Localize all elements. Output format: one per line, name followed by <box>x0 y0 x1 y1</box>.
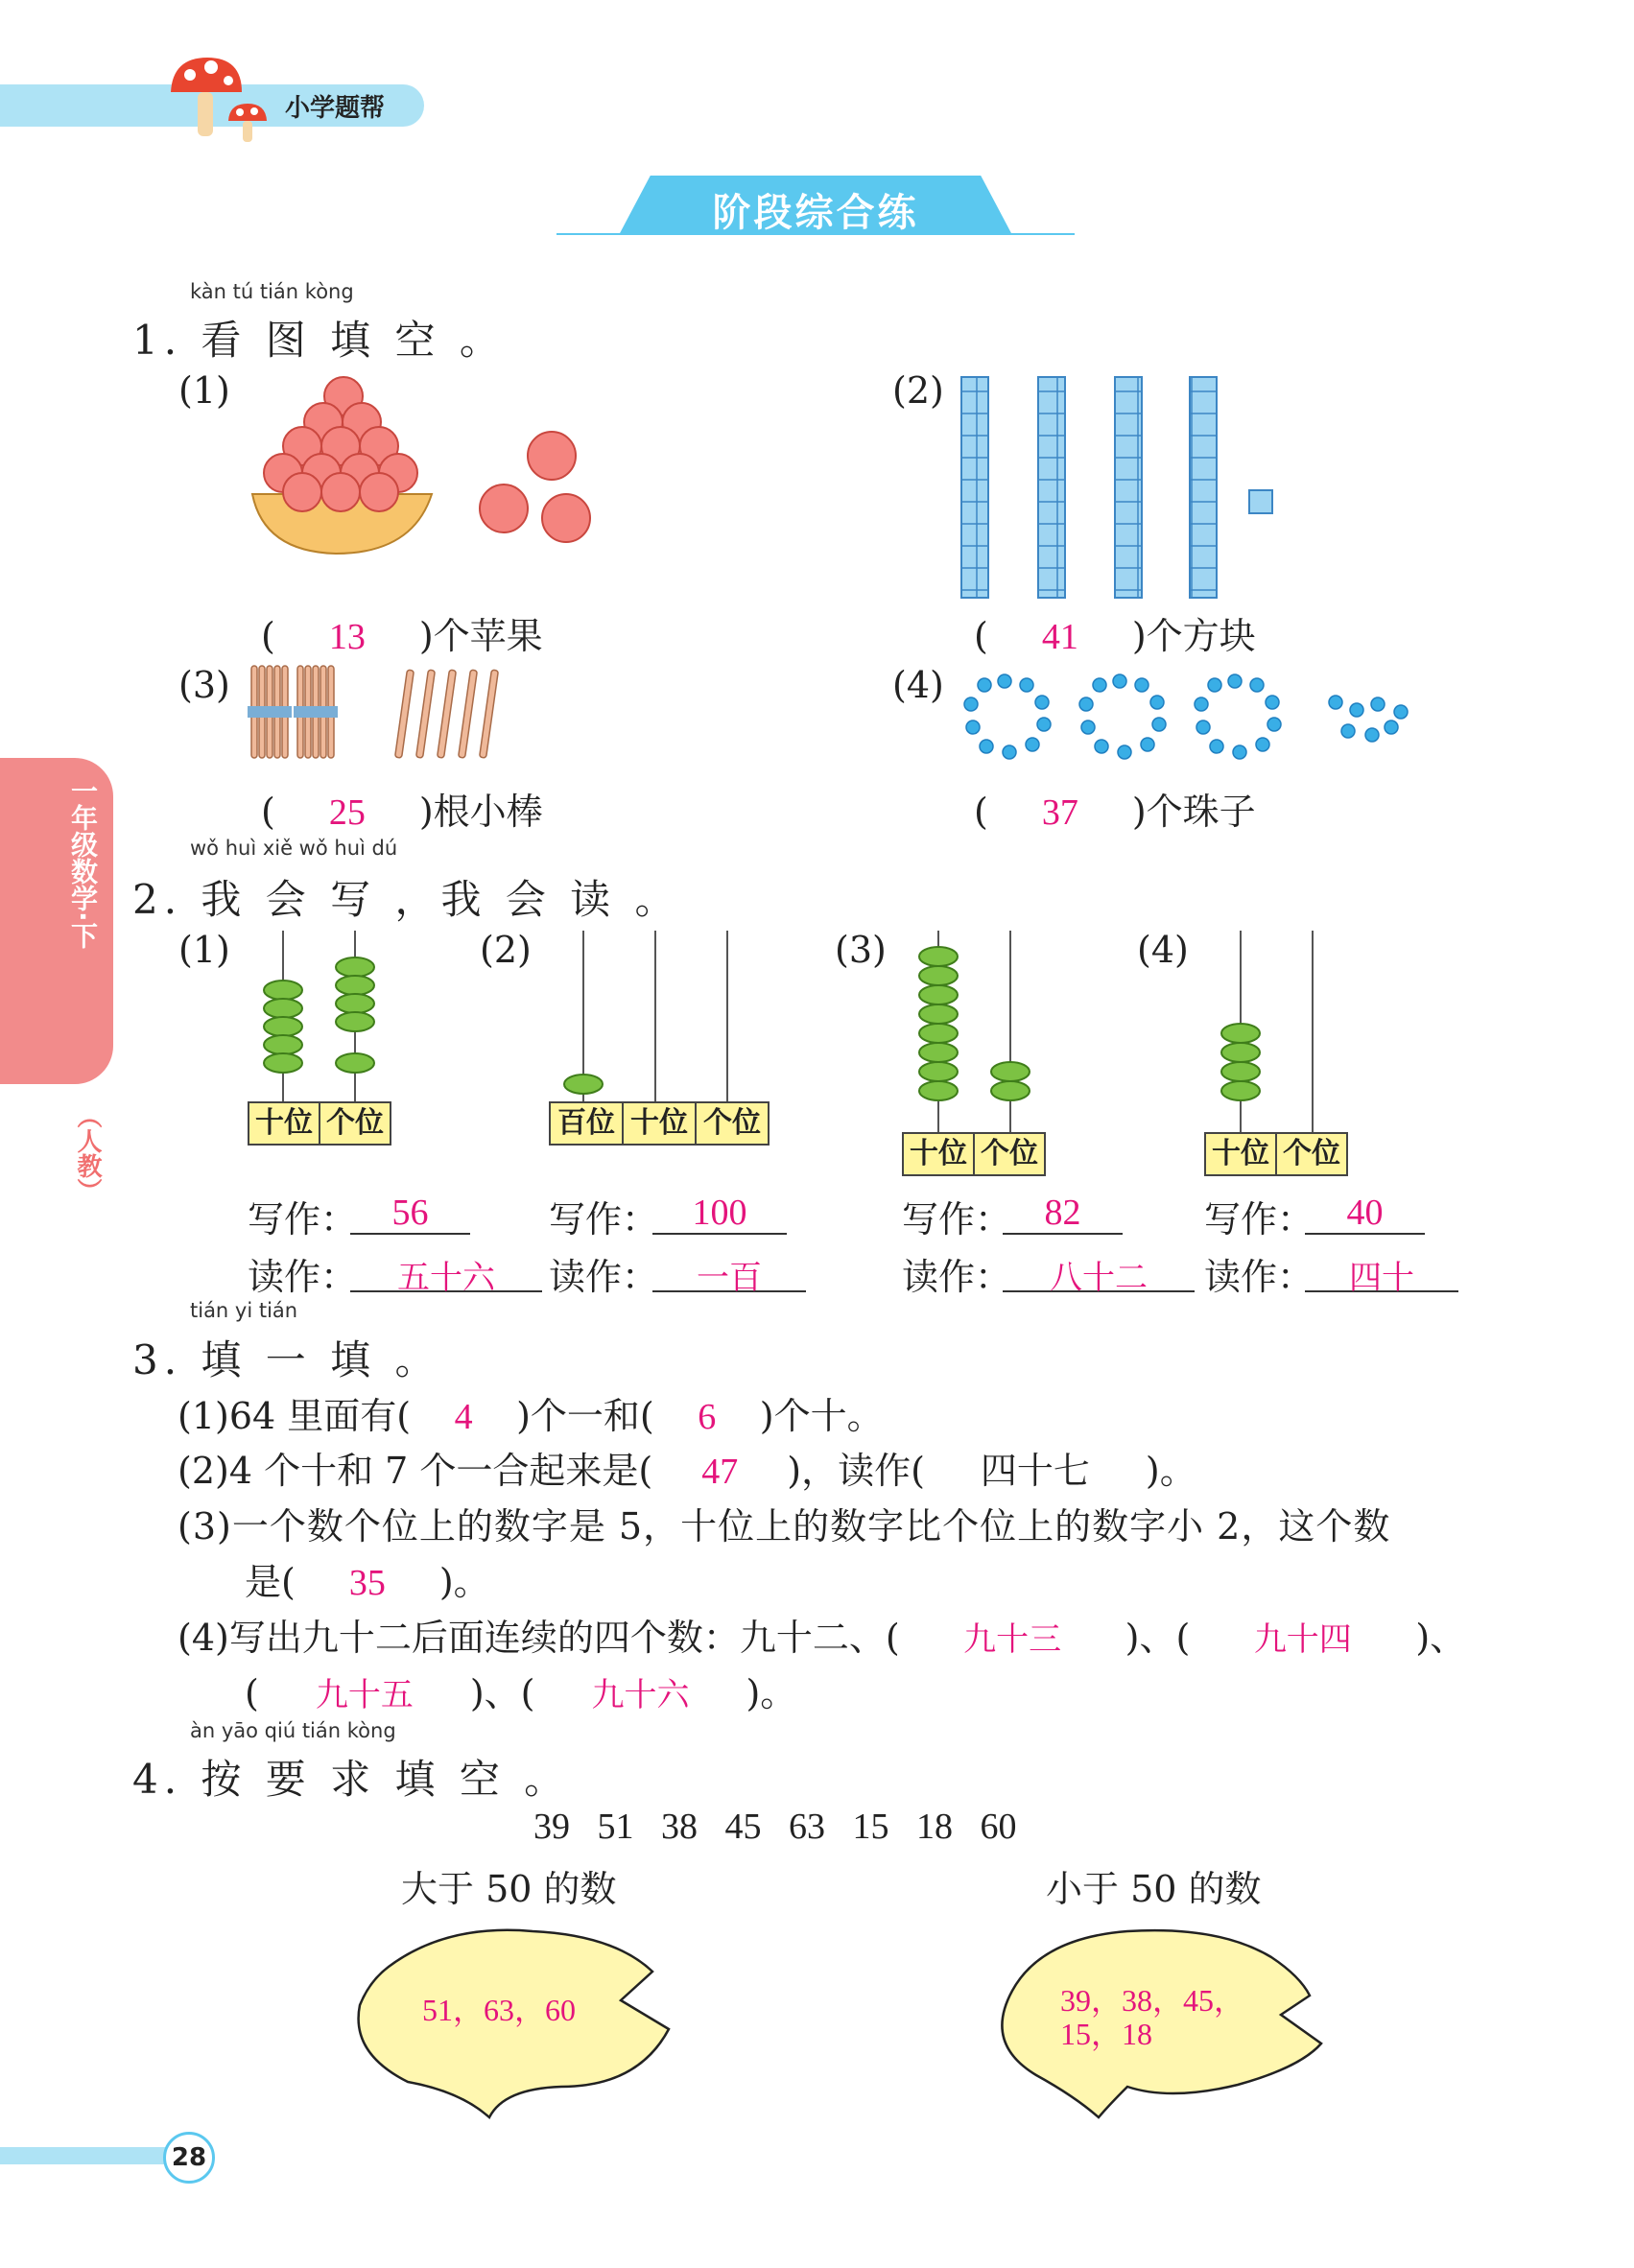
page-title: 阶段综合练 <box>712 191 919 235</box>
q3-sub4-line2: ( 九十五 )、( 九十六 )。 <box>245 1664 796 1716</box>
q1-pinyin: kàn tú tián kòng <box>190 280 354 303</box>
q2-read-label-2: 读作： <box>549 1256 659 1298</box>
q1-answer-3[interactable]: 25 <box>328 792 366 833</box>
q3-sub3-line2: 是( 35 )。 <box>245 1561 490 1603</box>
q2-write-label-4: 写作： <box>1204 1198 1314 1240</box>
q3-pinyin: tián yi tián <box>190 1299 298 1322</box>
q2-item1-num: (1) <box>178 929 230 971</box>
q2-written-3[interactable]: 82 <box>1044 1193 1081 1233</box>
q3-title: 3. 填 一 填 。 <box>132 1336 441 1383</box>
footer-bar <box>0 2147 171 2164</box>
q1-item2-num: (2) <box>892 369 944 412</box>
q2-title: 2. 我 会 写 ，我 会 读 。 <box>132 876 681 923</box>
q3-sub4-answer-2[interactable]: 九十四 <box>1253 1620 1352 1659</box>
brand-name: 小学题帮 <box>285 94 386 123</box>
q2-item4-num: (4) <box>1137 929 1189 971</box>
q1-item1-answer-row: ( 13 )个苹果 <box>261 615 543 657</box>
q3-sub2: (2)4 个十和 7 个一合起来是( 47 )，读作( 四十七 )。 <box>178 1441 1196 1494</box>
q3-sub1-answer-2[interactable]: 6 <box>698 1397 717 1437</box>
q4-numbers: 39 51 38 45 63 15 18 60 <box>533 1807 1017 1847</box>
q2-written-1[interactable]: 56 <box>391 1193 429 1233</box>
q2-read-label-3: 读作： <box>902 1256 1012 1298</box>
cubes-image <box>950 369 1286 600</box>
q2-pinyin: wǒ huì xiě wǒ huì dú <box>190 837 398 860</box>
q3-sub3-line1: (3)一个数个位上的数字是 5，十位上的数字比个位上的数字小 2，这个数 <box>178 1505 1391 1547</box>
abacus-4-base: 十位 个位 <box>1204 1132 1348 1176</box>
q1-item1-num: (1) <box>178 369 230 412</box>
abacus-4 <box>1199 926 1353 1146</box>
q1-item4-answer-row: ( 37 )个珠子 <box>974 791 1256 833</box>
mushroom-icon <box>161 54 276 146</box>
page-number: 28 <box>163 2132 215 2184</box>
q2-read-2[interactable]: 一百 <box>697 1259 762 1297</box>
q2-read-label-4: 读作： <box>1204 1256 1314 1298</box>
beads-image <box>950 664 1410 769</box>
q2-read-4[interactable]: 四十 <box>1349 1259 1414 1297</box>
q1-title: 1. 看 图 填 空 。 <box>132 317 506 364</box>
q1-item4-num: (4) <box>892 664 944 706</box>
abacus-3-base: 十位 个位 <box>902 1132 1046 1176</box>
q1-item2-answer-row: ( 41 )个方块 <box>974 615 1256 657</box>
q1-item3-answer-row: ( 25 )根小棒 <box>261 791 543 833</box>
q2-write-label-2: 写作： <box>549 1198 659 1240</box>
right-cloud-shape <box>983 1924 1329 2120</box>
sticks-image <box>240 664 528 765</box>
q1-answer-2[interactable]: 41 <box>1041 617 1078 657</box>
q4-right-answer-line2[interactable]: 15，18 <box>1060 2017 1153 2051</box>
q2-read-label-1: 读作： <box>248 1256 358 1298</box>
q3-sub2-answer-2[interactable]: 四十七 <box>980 1450 1090 1492</box>
q2-item2-num: (2) <box>480 929 532 971</box>
abacus-2-base: 百位 十位 个位 <box>549 1101 770 1146</box>
q3-sub3-answer[interactable]: 35 <box>348 1563 386 1603</box>
abacus-1 <box>245 926 398 1113</box>
abacus-2 <box>547 926 777 1113</box>
q3-sub1-answer-1[interactable]: 4 <box>454 1397 473 1437</box>
q3-sub4-answer-4[interactable]: 九十六 <box>591 1676 690 1714</box>
q1-answer-4[interactable]: 37 <box>1041 792 1078 833</box>
q4-right-label: 小于 50 的数 <box>1046 1868 1262 1910</box>
q4-title: 4. 按 要 求 填 空 。 <box>132 1756 571 1803</box>
q4-right-answer-line1[interactable]: 39，38，45， <box>1060 1983 1245 2018</box>
q3-sub1: (1)64 里面有( 4 )个一和( 6 )个十。 <box>178 1395 884 1437</box>
side-tab-grade: 一年级数学·下 <box>67 777 99 949</box>
q4-left-label: 大于 50 的数 <box>401 1868 617 1910</box>
q3-sub4-answer-3[interactable]: 九十五 <box>315 1676 414 1714</box>
q4-pinyin: àn yāo qiú tián kòng <box>190 1719 396 1742</box>
q3-sub2-answer-1[interactable]: 47 <box>701 1452 739 1492</box>
q2-read-3[interactable]: 八十二 <box>1050 1259 1148 1297</box>
side-tab-edition: （人教） <box>73 1103 102 1203</box>
q1-item3-num: (3) <box>178 664 230 706</box>
q2-write-label-3: 写作： <box>902 1198 1012 1240</box>
q3-sub4-answer-1[interactable]: 九十三 <box>963 1620 1062 1659</box>
q2-write-label-1: 写作： <box>248 1198 358 1240</box>
q1-answer-1[interactable]: 13 <box>328 617 366 657</box>
q3-sub4-line1: (4)写出九十二后面连续的四个数：九十二、( 九十三 )、( 九十四 )、 <box>178 1608 1466 1661</box>
abacus-3 <box>897 926 1051 1146</box>
q4-left-answer[interactable]: 51，63，60 <box>422 1993 577 2027</box>
q2-item3-num: (3) <box>835 929 887 971</box>
q2-read-1[interactable]: 五十六 <box>397 1259 495 1297</box>
apple-basket-image <box>245 369 600 556</box>
q2-written-4[interactable]: 40 <box>1346 1193 1384 1233</box>
q2-written-2[interactable]: 100 <box>692 1193 747 1233</box>
abacus-1-base: 十位 个位 <box>248 1101 391 1146</box>
